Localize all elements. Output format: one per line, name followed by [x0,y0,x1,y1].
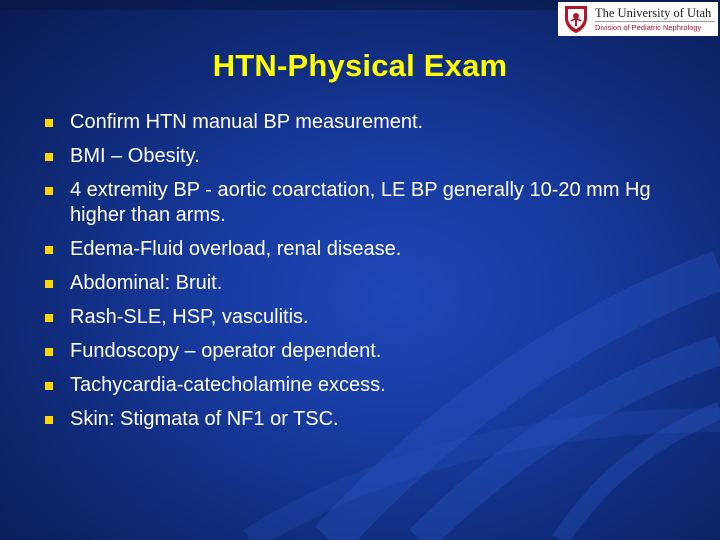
bullet-text: BMI – Obesity. [70,145,200,167]
logo-division-name: Division of Pediatric Nephrology [595,23,702,32]
bullet-text: Edema-Fluid overload, renal disease. [70,238,402,260]
bullet-item [44,305,684,330]
bullet-square-icon [45,153,53,161]
bullet-text: Abdominal: Bruit. [70,272,223,294]
bullet-square-icon [45,187,53,195]
bullet-item [44,407,684,432]
bullet-square-icon [45,246,53,254]
bullet-item [44,178,684,228]
university-seal-icon [561,4,591,34]
logo-divider [595,21,715,22]
bullet-square-icon [45,348,53,356]
bullet-square-icon [45,119,53,127]
logo-university-name: The University of Utah [595,5,712,20]
bullet-text: Fundoscopy – operator dependent. [70,340,382,362]
bullet-square-icon [45,382,53,390]
bullet-text: Tachycardia-catecholamine excess. [70,374,386,396]
bullet-square-icon [45,416,53,424]
slide-title: HTN-Physical Exam [212,48,508,83]
bullet-list [44,110,684,441]
university-logo [558,2,718,36]
bullet-text: Skin: Stigmata of NF1 or TSC. [70,408,339,430]
bullet-text: 4 extremity BP - aortic coarctation, LE BP generally 10-20 mm Hg higher than arms. [70,179,651,226]
bullet-square-icon [45,314,53,322]
bullet-item [44,237,684,262]
bullet-square-icon [45,280,53,288]
bullet-item [44,110,684,135]
bullet-item [44,271,684,296]
bullet-item [44,339,684,364]
bullet-text: Confirm HTN manual BP measurement. [70,111,424,133]
bullet-text: Rash-SLE, HSP, vasculitis. [70,306,309,328]
bullet-item [44,144,684,169]
bullet-item [44,373,684,398]
